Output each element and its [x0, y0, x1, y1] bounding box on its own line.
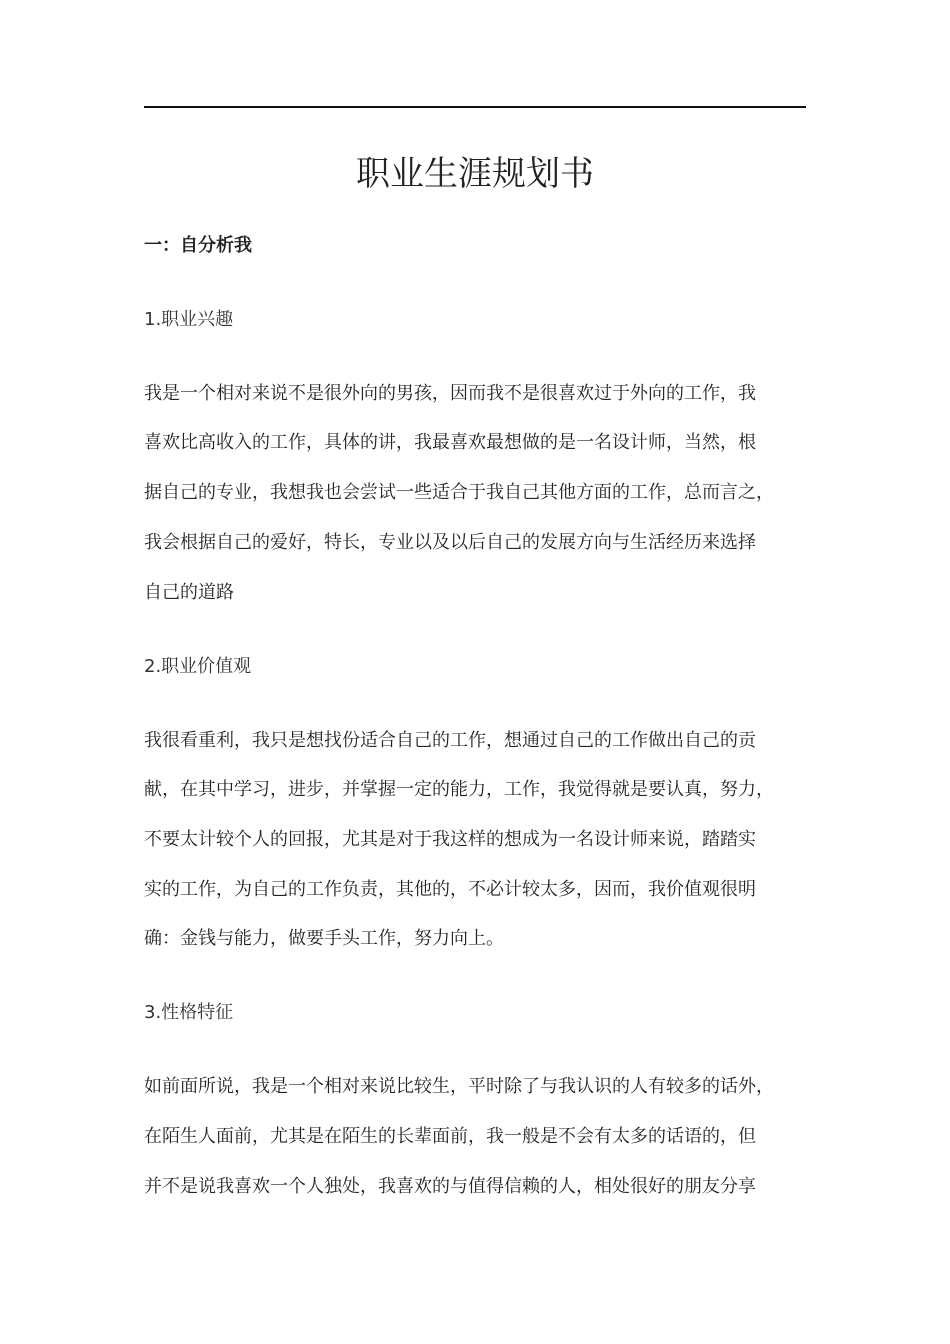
paragraph-line: 如前面所说，我是一个相对来说比较生，平时除了与我认识的人有较多的话外， — [144, 1076, 774, 1097]
subheading-career-values: 2.职业价值观 — [144, 656, 252, 677]
paragraph-line: 喜欢比高收入的工作，具体的讲，我最喜欢最想做的是一名设计师，当然，根 — [144, 432, 756, 453]
paragraph-line: 自己的道路 — [144, 582, 234, 603]
section-heading-self-analysis: 一：自分析我 — [144, 235, 252, 256]
subheading-personality: 3.性格特征 — [144, 1002, 234, 1023]
paragraph-line: 不要太计较个人的回报，尤其是对于我这样的想成为一名设计师来说，踏踏实 — [144, 829, 756, 850]
paragraph-line: 确：金钱与能力，做要手头工作，努力向上。 — [144, 928, 504, 949]
paragraph-line: 我是一个相对来说不是很外向的男孩，因而我不是很喜欢过于外向的工作，我 — [144, 383, 756, 404]
paragraph-line: 我会根据自己的爱好，特长，专业以及以后自己的发展方向与生活经历来选择 — [144, 532, 756, 553]
paragraph-line: 并不是说我喜欢一个人独处，我喜欢的与值得信赖的人，相处很好的朋友分享 — [144, 1176, 756, 1197]
paragraph-line: 献，在其中学习，进步，并掌握一定的能力，工作，我觉得就是要认真，努力， — [144, 779, 774, 800]
subheading-career-interest: 1.职业兴趣 — [144, 309, 234, 330]
paragraph-line: 据自己的专业，我想我也会尝试一些适合于我自己其他方面的工作，总而言之， — [144, 482, 774, 503]
paragraph-line: 我很看重利，我只是想找份适合自己的工作，想通过自己的工作做出自己的贡 — [144, 730, 756, 751]
header-rule — [144, 106, 806, 108]
paragraph-line: 实的工作，为自己的工作负责，其他的，不必计较太多，因而，我价值观很明 — [144, 879, 756, 900]
paragraph-line: 在陌生人面前，尤其是在陌生的长辈面前，我一般是不会有太多的话语的，但 — [144, 1126, 756, 1147]
page-title: 职业生涯规划书 — [356, 154, 594, 194]
